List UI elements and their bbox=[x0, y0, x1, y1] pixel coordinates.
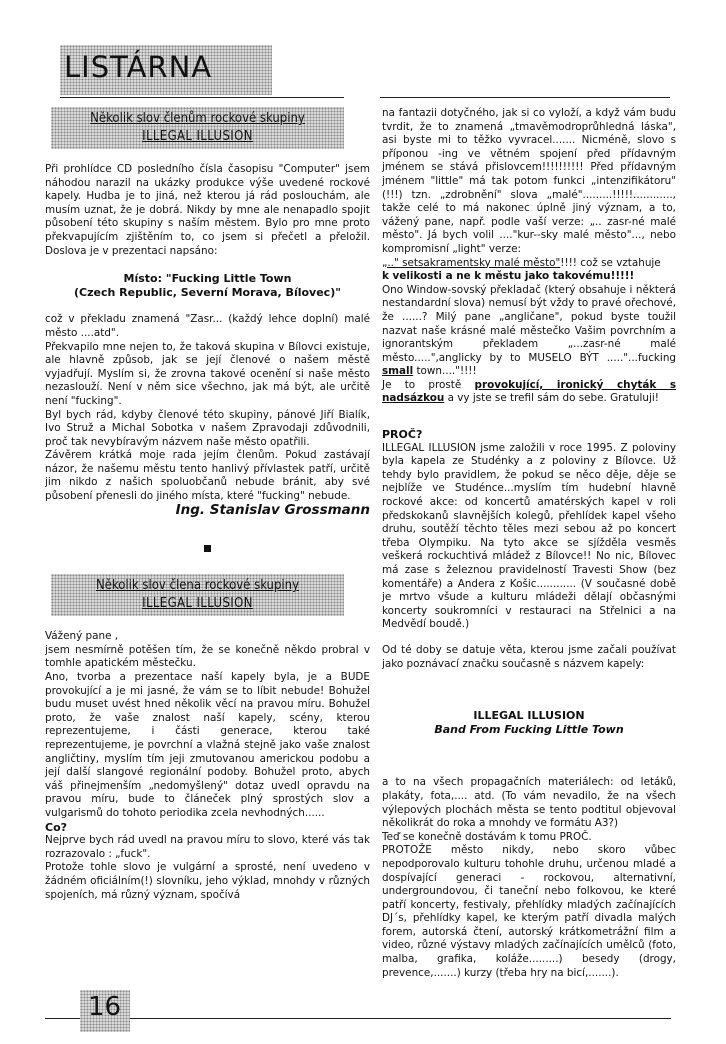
text-run: !!!! což se vztahuje bbox=[560, 256, 661, 269]
section-title: LISTÁRNA bbox=[64, 50, 213, 84]
right-paragraph: na fantazii dotyčného, jak si co vyloží, a když vám budu tvrdit, že to znamená „tmavěmodroprůhledná láska", asi byste mi to těžko vyvracel....... Nicméně, slovo s příponou -ing ve větném spojení před přídavným jménem se stává přislovcem!!!!!!!!!! Před přídavným jménem "little" má tak potom funkci „intenzifikátoru"(!!!) tzn. „zdrobnění" slova „malé".........!!!!!............, takže celé to má nakonec úplně jiný význam, a to, vážený pane, např. podle vaší verze: „.. zasr-né malé město". Já bych volil ...."kur--sky malé město"..., nebo kompromisní „light" verze: bbox=[382, 107, 676, 255]
header-rule-left bbox=[60, 97, 344, 98]
text-run: Ono Window-sovský překladač (který obsahuje i některá nestandardní slova) nemusí být vždy to pravé ořechové, že ......? Milý pane „angličane", pokud byste toužil nazvat naše krásné malé městečko Vašim povrchním a ignorantským překladem „...zasr-né malé město.....",anglicky by to MUSELO BÝT ....."...fucking bbox=[382, 283, 676, 364]
letter2-paragraph: Protože tohle slovo je vulgární a sprosté, není uvedeno v žádném oficiálním(!) slovníku, jeho výklad, mnohdy v různých spojeních, má různý význam, spočívá bbox=[45, 861, 370, 901]
right-paragraph: PROTOŽE město nikdy, nebo skoro vůbec nepodporovalo kulturu tohohle druhu, určenou mladé a dospívající generaci - rockovou, alternativní, undergroundovou, či taneční nebo folkovou, ke které patří koncerty, festivaly, přehlídky mladých začínajících DJ´s, přehlídky kapel, ke kterým patří divadla malých forem, autorská čtení, autorský krátkometrážní film a video, různé výstavy mladých začínajících umělců (foto, malba, grafika, koláže.........) besedy (drogy, prevence,.......) kurzy (třeba hry na bicí,.......). bbox=[382, 844, 676, 979]
header-rule-right bbox=[380, 97, 670, 98]
emphasis-word: small bbox=[382, 365, 414, 378]
left-column bbox=[45, 107, 370, 902]
band-title: ILLEGAL ILLUSION bbox=[473, 709, 585, 723]
band-subtitle: Band From Fucking Little Town bbox=[434, 722, 624, 736]
letter2-paragraph: Nejprve bych rád uvedl na pravou míru to slovo, které vás tak rozrazovalo : „fuck". bbox=[45, 834, 370, 860]
letter1-banner-title: Několik slov členům rockové skupiny bbox=[90, 111, 305, 126]
letter2-banner-title: Několik slov člena rockové skupiny bbox=[96, 578, 299, 594]
letter1-banner bbox=[51, 107, 344, 149]
right-paragraph: a to na všech propagačních materiálech: od letáků, plakáty, fota,.... atd. (To vám nevadilo, že na všech výlepových plochách města se tento podtitul objevoval několikrát do roka a mnohdy ve formátu A3?) bbox=[382, 776, 676, 830]
emphasis-phrase: provokující, ironický chyták s nadsázkou bbox=[382, 378, 676, 405]
heading-proc: PROČ? bbox=[382, 428, 423, 442]
salutation: Vážený pane , bbox=[45, 630, 119, 643]
text-run: Je to prostě bbox=[382, 378, 475, 391]
footer-rule bbox=[45, 1018, 671, 1019]
letter1-paragraph: Při prohlídce CD posledního čísla časopisu "Computer" jsem náhodou narazil na ukázky produkce výše uvedené rockové kapely. Hudba je to jiná, než kterou já rád poslouchám, ale musím uznat, že je dobrá. Nikdy by mne ale nenapadlo spojit působení této skupiny s naším městem. Bylo pro mne proto překvapujícím zjištěním to, co jsem si přečetl a přeložil. Doslova je v prezentaci napsáno: bbox=[45, 163, 370, 257]
right-paragraph: Teď se konečně dostávám k tomu PROČ. bbox=[382, 830, 592, 843]
letter2-paragraph: jsem nesmírně potěšen tím, že se konečně někdo probral v tomhle apatickém městečku. bbox=[45, 643, 370, 670]
letter2-banner-band: ILLEGAL ILLUSION bbox=[142, 596, 253, 612]
emphasis-line: k velikosti a ne k městu jako takovému!!!!! bbox=[382, 270, 635, 283]
right-paragraph: Od té doby se datuje věta, kterou jsme začali používat jako poznávací značku současně s názvem kapely: bbox=[382, 643, 676, 670]
signature: Ing. Stanislav Grossmann bbox=[175, 501, 370, 518]
underlined-phrase: „.." setsakramentsky malé město" bbox=[382, 256, 561, 269]
right-paragraph bbox=[382, 379, 676, 406]
heading-co: Co? bbox=[45, 820, 68, 834]
right-paragraph bbox=[382, 284, 676, 379]
letter1-banner-band: ILLEGAL ILLUSION bbox=[142, 129, 253, 144]
quote-line: (Czech Republic, Severní Morava, Bílovec)" bbox=[74, 285, 341, 299]
right-paragraph bbox=[382, 257, 676, 271]
text-run: a vy jste se trefil sám do sebe. Gratuluji! bbox=[444, 392, 659, 405]
letter2-banner bbox=[51, 574, 344, 616]
letter2-paragraph: Ano, tvorba a prezentace naší kapely byla, je a BUDE provokující a je mi jasné, že vám se to líbit nebude! Bohužel budu muset uvést hned několik věcí na pravou míru. Bohužel proto, že vaše znalost naší kapely, scény, kterou reprezentujeme, i části generace, kterou také reprezentujeme, je povrchní a vlažná stejně jako vaše znalost angličtiny, myslím tím jeji zmutovanou americkou podobu a její další slangové regionální podoby. Bohužel proto, abych váš přinejmenším „nedomyšlený" dotaz uvedl opravdu na pravou míru, bude to článeček plný sprostých slov a vulgarismů do tohoto periodika zcela nevhodných...... bbox=[45, 671, 370, 819]
right-paragraph: ILLEGAL ILLUSION jsme založili v roce 1995. Z poloviny byla kapela ze Studénky a z poloviny z Bílovce. Už tehdy bylo pravidlem, že pokud se něco děje, děje se nejblíže ve Studénce...myslím tím hudební hlavně rockové akce: od koncertů amatérských kapel v roli předskokanů slavnějších kolegů, přehlídek kapel všeho druhu, soutěží těchto těles mezi sebou až po koncert třeba Olympiku. Na tyto akce se sjížděla vesměs veškerá rockuchtivá mládež z Bílovce!! No nic, Bílovec má zase s železnou pravidelností Travesti Show (bez komentáře) a Andera z Košic............ (V současné době je mrtvo všude a kulturu mládeži dělají občasnými koncerty soukromníci v restauraci na Střelnici a na Medvědí boudě.) bbox=[382, 441, 676, 631]
separator-bullet bbox=[204, 545, 211, 552]
right-column bbox=[382, 107, 676, 980]
quote-line: Místo: "Fucking Little Town bbox=[123, 272, 292, 286]
letter1-paragraph: Závěrem krátká moje rada jejím členům. Pokud zastávají názor, že našemu městu tento hanlivý přívlastek patří, určitě jim nikdo z našich spoluobčanů nebude bránit, aby své působení přenesli do jiného místa, které "fucking" nebude. bbox=[45, 449, 370, 503]
text-run: town...."!!!! bbox=[413, 365, 477, 378]
page-number: 16 bbox=[88, 992, 122, 1022]
letter1-paragraph: což v překladu znamená "Zasr... (každý lehce doplní) malé město ....atd". bbox=[45, 313, 370, 339]
letter1-paragraph: Překvapilo mne nejen to, že taková skupina v Bílovci existuje, ale hlavně způsob, jak se její členové o našem městě vyjadřují. Myslím si, že zrovna takové ocenění si naše město nezaslouží. Není v něm sice všechno, jak má být, ale určitě není "fucking". bbox=[45, 340, 370, 407]
letter1-paragraph: Byl bych rád, kdyby členové této skupiny, pánové Jiří Bialík, Ivo Struž a Michal Sobotka v našem Zpravodaji zdůvodnili, proč tak nevybíravým názvem naše město opatřili. bbox=[45, 408, 370, 448]
